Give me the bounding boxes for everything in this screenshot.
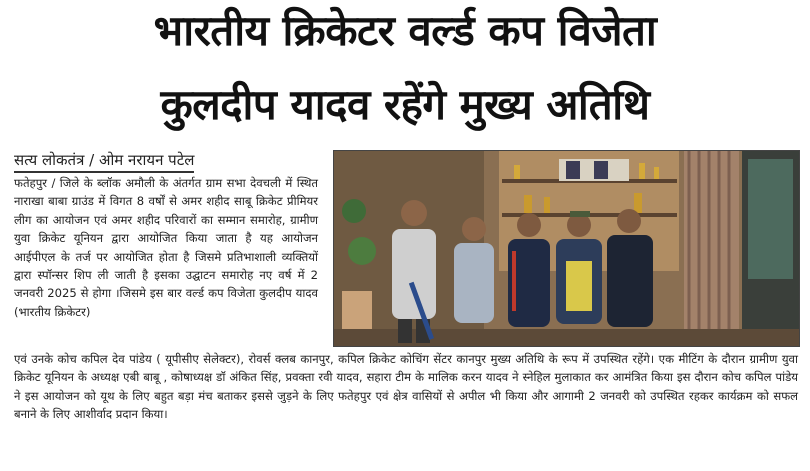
article-column-text: फतेहपुर / जिले के ब्लॉक अमौली के अंतर्गत ग्राम सभा देवचली में स्थित नाराखा बाबा ग्राउंड में विगत 8 वर्षों से अमर शहीद साबू क्रिकेट प्रीमियर लीग का आयोजन एवं अमर शहीद परिवारों का सम्मान समारोह, ग्रामीण युवा क्रिकेट यूनियन द्वारा आयोजित किया जाता है यह आयोजन आईपीएल के तर्ज पर आयोजित होता है जिसमे प्रतिभाशाली व्यक्तियों द्वारा स्पॉन्सर शिप ली जाती है इसका उद्घाटन समारोह नए वर्ष में 2 जनवरी 2025 से होगा ।जिसमे इस बार वर्ल्ड कप विजेता कुलदीप यादव (भारतीय क्रिकेटर) bbox=[14, 176, 318, 319]
byline: सत्य लोकतंत्र / ओम नरायन पटेल bbox=[14, 150, 194, 173]
headline-line-2: कुलदीप यादव रहेंगे मुख्य अतिथि bbox=[160, 80, 650, 129]
headline-line-1: भारतीय क्रिकेटर वर्ल्ड कप विजेता bbox=[153, 6, 657, 55]
news-photo bbox=[333, 150, 800, 347]
group-photo-illustration bbox=[334, 151, 799, 346]
article-full-text: एवं उनके कोच कपिल देव पांडेय ( यूपीसीए सेलेक्टर), रोवर्स क्लब कानपुर, कपिल क्रिकेट कोचिंग सेंटर कानपुर मुख्य अतिथि के रूप में उपस्थित रहेंगे। एक मीटिंग के दौरान ग्रामीण युवा क्रिकेट यूनियन के अध्यक्ष एबी बाबू , कोषाध्यक्ष डॉ अंकित सिंह, प्रवक्ता रवी यादव, सहारा टीम के मालिक करन यादव ने स्नेहिल मुलाकात कर आमंत्रित किया इस दौरान कोच कपिल पांडेय ने इस आयोजन को यूथ के लिए बहुत बड़ा मंच बताकर इससे जुड़ने के लिए फतेहपुर एवं क्षेत्र वासियों से अपील भी किया और आगामी 2 जनवरी को उपस्थित रहकर कार्यक्रम को सफल बनाने के लिए आशीर्वाद प्रदान किया। bbox=[14, 352, 798, 421]
